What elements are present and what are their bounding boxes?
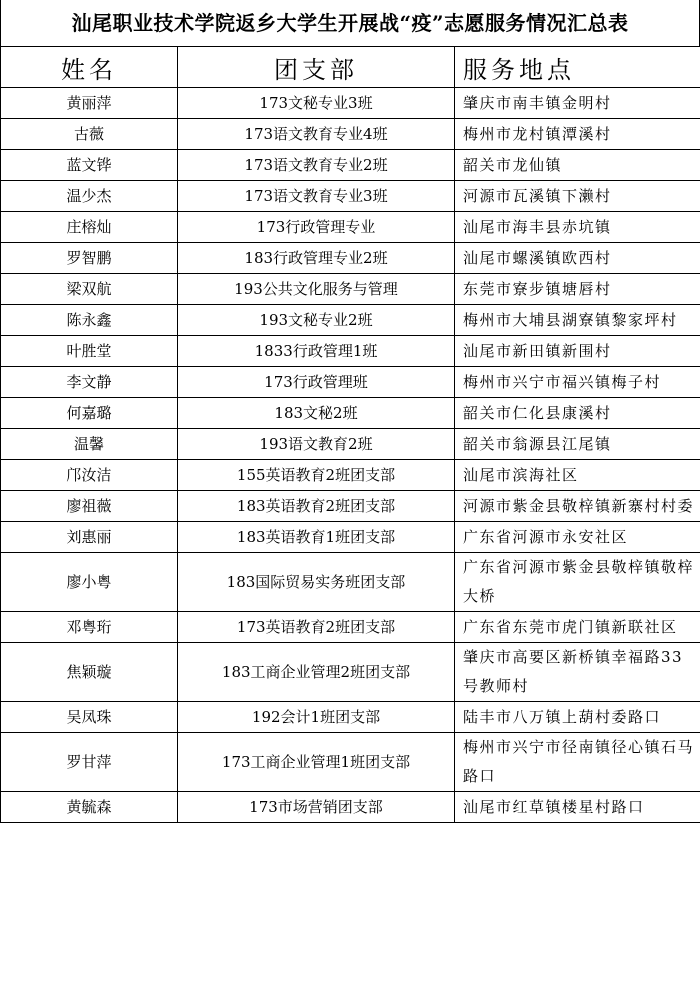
volunteer-table xyxy=(0,46,700,823)
table-title: 汕尾职业技术学院返乡大学生开展战“疫”志愿服务情况汇总表 xyxy=(0,0,700,46)
name-cell: 邝汝洁 xyxy=(1,460,178,491)
table-row xyxy=(1,733,700,792)
table-row xyxy=(1,212,700,243)
name-cell: 廖小粤 xyxy=(1,553,178,612)
branch-cell: 193文秘专业2班 xyxy=(178,305,455,336)
branch-cell: 183工商企业管理2班团支部 xyxy=(178,643,455,702)
table-row xyxy=(1,150,700,181)
place-cell: 广东省河源市永安社区 xyxy=(455,522,700,553)
place-cell: 梅州市兴宁市福兴镇梅子村 xyxy=(455,367,700,398)
name-cell: 刘惠丽 xyxy=(1,522,178,553)
place-cell: 肇庆市南丰镇金明村 xyxy=(455,88,700,119)
name-cell: 吴凤珠 xyxy=(1,702,178,733)
branch-cell: 193公共文化服务与管理 xyxy=(178,274,455,305)
table-row xyxy=(1,429,700,460)
place-cell: 广东省东莞市虎门镇新联社区 xyxy=(455,612,700,643)
branch-cell: 173语文教育专业3班 xyxy=(178,181,455,212)
name-cell: 黄丽萍 xyxy=(1,88,178,119)
table-row xyxy=(1,460,700,491)
branch-cell: 173市场营销团支部 xyxy=(178,792,455,823)
name-cell: 廖祖薇 xyxy=(1,491,178,522)
name-cell: 李文静 xyxy=(1,367,178,398)
name-cell: 叶胜堂 xyxy=(1,336,178,367)
table-row xyxy=(1,336,700,367)
place-cell: 韶关市龙仙镇 xyxy=(455,150,700,181)
place-cell: 河源市紫金县敬梓镇新寨村村委 xyxy=(455,491,700,522)
place-cell: 汕尾市螺溪镇欧西村 xyxy=(455,243,700,274)
table-row xyxy=(1,119,700,150)
place-cell: 汕尾市新田镇新围村 xyxy=(455,336,700,367)
header-branch: 团支部 xyxy=(178,47,455,88)
name-cell: 何嘉璐 xyxy=(1,398,178,429)
branch-cell: 155英语教育2班团支部 xyxy=(178,460,455,491)
branch-cell: 173英语教育2班团支部 xyxy=(178,612,455,643)
name-cell: 庄榕灿 xyxy=(1,212,178,243)
name-cell: 罗甘萍 xyxy=(1,733,178,792)
branch-cell: 173文秘专业3班 xyxy=(178,88,455,119)
place-cell: 广东省河源市紫金县敬梓镇敬梓大桥 xyxy=(455,553,700,612)
branch-cell: 183国际贸易实务班团支部 xyxy=(178,553,455,612)
name-cell: 焦颖璇 xyxy=(1,643,178,702)
table-row xyxy=(1,643,700,702)
table-row xyxy=(1,367,700,398)
branch-cell: 183英语教育1班团支部 xyxy=(178,522,455,553)
place-cell: 肇庆市高要区新桥镇幸福路33号教师村 xyxy=(455,643,700,702)
branch-cell: 183英语教育2班团支部 xyxy=(178,491,455,522)
table-row xyxy=(1,243,700,274)
table-row xyxy=(1,522,700,553)
place-cell: 梅州市龙村镇潭溪村 xyxy=(455,119,700,150)
place-cell: 梅州市兴宁市径南镇径心镇石马路口 xyxy=(455,733,700,792)
branch-cell: 193语文教育2班 xyxy=(178,429,455,460)
name-cell: 黄毓森 xyxy=(1,792,178,823)
table-row xyxy=(1,491,700,522)
header-name: 姓名 xyxy=(1,47,178,88)
table-row xyxy=(1,88,700,119)
branch-cell: 183文秘2班 xyxy=(178,398,455,429)
name-cell: 蓝文铧 xyxy=(1,150,178,181)
branch-cell: 192会计1班团支部 xyxy=(178,702,455,733)
place-cell: 韶关市仁化县康溪村 xyxy=(455,398,700,429)
place-cell: 陆丰市八万镇上葫村委路口 xyxy=(455,702,700,733)
header-place: 服务地点 xyxy=(455,47,700,88)
branch-cell: 173行政管理专业 xyxy=(178,212,455,243)
name-cell: 邓粤珩 xyxy=(1,612,178,643)
place-cell: 东莞市寮步镇塘唇村 xyxy=(455,274,700,305)
name-cell: 温少杰 xyxy=(1,181,178,212)
table-row xyxy=(1,702,700,733)
branch-cell: 173行政管理班 xyxy=(178,367,455,398)
branch-cell: 173工商企业管理1班团支部 xyxy=(178,733,455,792)
table-row xyxy=(1,181,700,212)
name-cell: 梁双航 xyxy=(1,274,178,305)
table-row xyxy=(1,553,700,612)
name-cell: 温馨 xyxy=(1,429,178,460)
table-row xyxy=(1,398,700,429)
place-cell: 汕尾市红草镇楼星村路口 xyxy=(455,792,700,823)
table-row xyxy=(1,274,700,305)
table-row xyxy=(1,305,700,336)
place-cell: 河源市瓦溪镇下濑村 xyxy=(455,181,700,212)
branch-cell: 173语文教育专业4班 xyxy=(178,119,455,150)
place-cell: 韶关市翁源县江尾镇 xyxy=(455,429,700,460)
table-row xyxy=(1,612,700,643)
place-cell: 汕尾市滨海社区 xyxy=(455,460,700,491)
branch-cell: 1833行政管理1班 xyxy=(178,336,455,367)
place-cell: 梅州市大埔县湖寮镇黎家坪村 xyxy=(455,305,700,336)
name-cell: 陈永鑫 xyxy=(1,305,178,336)
name-cell: 古薇 xyxy=(1,119,178,150)
place-cell: 汕尾市海丰县赤坑镇 xyxy=(455,212,700,243)
table-row xyxy=(1,792,700,823)
header-row xyxy=(1,47,700,88)
branch-cell: 183行政管理专业2班 xyxy=(178,243,455,274)
name-cell: 罗智鹏 xyxy=(1,243,178,274)
branch-cell: 173语文教育专业2班 xyxy=(178,150,455,181)
